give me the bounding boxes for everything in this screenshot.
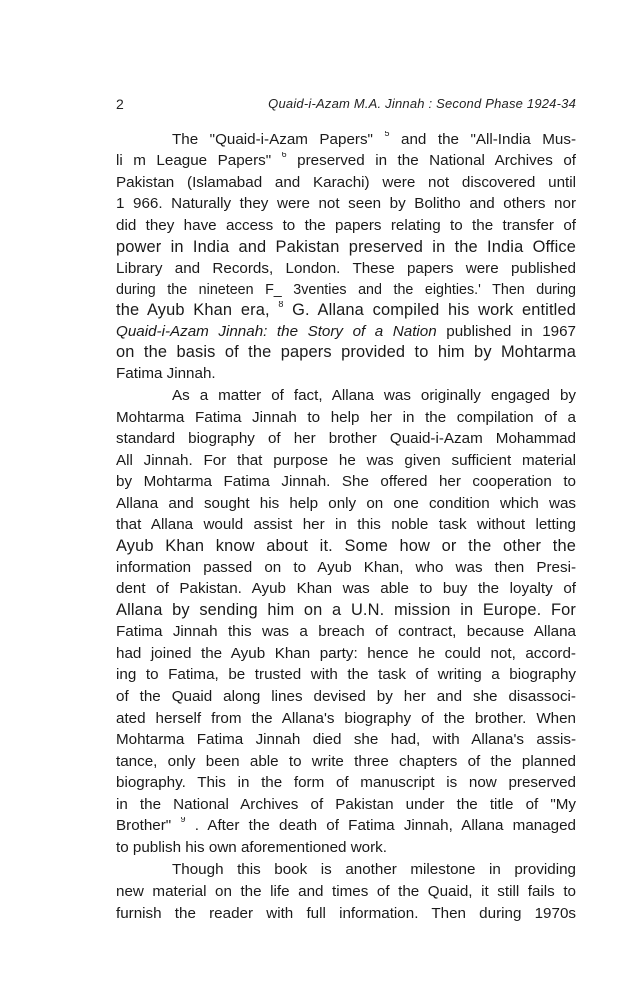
text-line: Pakistan (Islamabad and Karachi) were not discovered until [116, 174, 576, 191]
text-line: tance, only been able to write three chapters of the planned [116, 753, 576, 770]
text-line: in the National Archives of Pakistan under the title of "My [116, 796, 576, 813]
text-line: Mohtarma Fatima Jinnah died she had, with Allana's assis- [116, 731, 576, 748]
text-line: Mohtarma Fatima Jinnah to help her in the compilation of a [116, 409, 576, 426]
text-line: Fatima Jinnah. [116, 365, 216, 382]
text-line: 1 966. Naturally they were not seen by Bolitho and others nor [116, 195, 576, 212]
page-number: 2 [116, 96, 124, 112]
text-line: Brother" $^9$ . After the death of Fatima Jinnah, Allana managed [116, 817, 576, 834]
footnote-ref: 8 [278, 301, 284, 309]
text-line: did they have access to the papers relating to the transfer of [116, 217, 576, 234]
text-line: Allana by sending him on a U.N. mission in Europe. For [116, 601, 576, 619]
text-line: All Jinnah. For that purpose he was given sufficient material [116, 452, 576, 469]
text-line: of the Quaid along lines devised by her and she disassoci- [116, 688, 576, 705]
text-line: Allana and sought his help only on one condition which was [116, 495, 576, 512]
text-line: dent of Pakistan. Ayub Khan was able to buy the loyalty of [116, 580, 576, 597]
text-line: the Ayub Khan era, $^8$ G. Allana compiled his work entitled [116, 301, 576, 319]
text-line: Ayub Khan know about it. Some how or the other the [116, 537, 576, 555]
text-line: ated herself from the Allana's biography of the brother. When [116, 710, 576, 727]
text-line: Quaid-i-Azam Jinnah: the Story of a Nation published in 1967 [116, 323, 576, 340]
text-line: As a matter of fact, Allana was originally engaged by [172, 387, 576, 404]
text-line: ing to Fatima, be trusted with the task of writing a biography [116, 666, 576, 683]
text-line: had joined the Ayub Khan party: hence he could not, accord- [116, 645, 576, 662]
text-line: on the basis of the papers provided to him by Mohtarma [116, 343, 576, 361]
running-title: Quaid-i-Azam M.A. Jinnah : Second Phase 1924-34 [268, 96, 576, 111]
text-line: biography. This in the form of manuscript is now preserved [116, 774, 576, 791]
book-title: Quaid-i-Azam Jinnah: the Story of a Nation [116, 323, 437, 340]
text-line: to publish his own aforementioned work. [116, 839, 387, 856]
text-line: during the nineteen F_ 3venties and the eighties.' Then during [116, 282, 576, 298]
text-line: information passed on to Ayub Khan, who was then Presi- [116, 559, 576, 576]
footnote-ref: 9 [180, 817, 186, 824]
running-header [116, 96, 576, 118]
text-line: Fatima Jinnah this was a breach of contract, because Allana [116, 623, 576, 640]
text-line: that Allana would assist her in this noble task without letting [116, 516, 576, 533]
text-line: The "Quaid-i-Azam Papers" $^5$ and the "All-India Mus- [172, 131, 576, 148]
text-line: by Mohtarma Fatima Jinnah. She offered her cooperation to [116, 473, 576, 490]
text-line: li m League Papers" $^6$ preserved in the National Archives of [116, 152, 576, 169]
text-line: standard biography of her brother Quaid-i-Azam Mohammad [116, 430, 576, 447]
footnote-ref: 6 [281, 152, 287, 159]
text-line: Though this book is another milestone in providing [172, 861, 576, 878]
text-line: new material on the life and times of the Quaid, it still fails to [116, 883, 576, 900]
footnote-ref: 5 [384, 131, 390, 138]
text-line: Library and Records, London. These papers were published [116, 260, 576, 277]
text-line: furnish the reader with full information. Then during 1970s [116, 905, 576, 922]
text-line: power in India and Pakistan preserved in the India Office [116, 238, 576, 256]
